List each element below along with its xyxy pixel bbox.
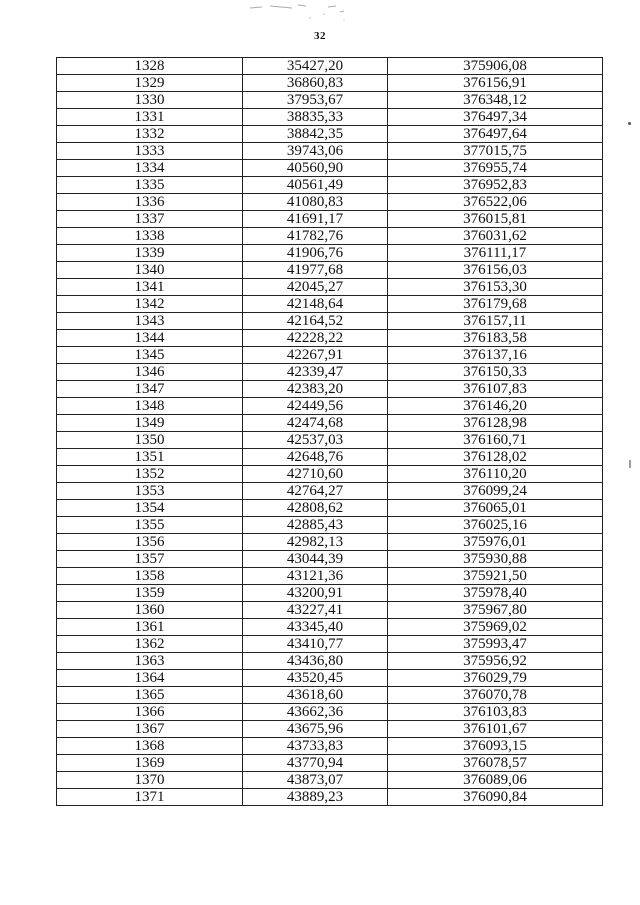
table-row <box>57 653 603 670</box>
x-coordinate-cell: 41906,76 <box>243 245 388 262</box>
table-row <box>57 347 603 364</box>
table-row <box>57 551 603 568</box>
x-coordinate-cell: 42045,27 <box>243 279 388 296</box>
point-number-cell: 1352 <box>57 466 243 483</box>
point-number-cell: 1342 <box>57 296 243 313</box>
y-coordinate-cell: 376101,67 <box>388 721 603 738</box>
table-row <box>57 245 603 262</box>
point-number-cell: 1341 <box>57 279 243 296</box>
y-coordinate-cell: 375969,02 <box>388 619 603 636</box>
y-coordinate-cell: 376156,91 <box>388 75 603 92</box>
table-row <box>57 211 603 228</box>
y-coordinate-cell: 376103,83 <box>388 704 603 721</box>
y-coordinate-cell: 376157,11 <box>388 313 603 330</box>
margin-speck <box>628 122 631 125</box>
point-number-cell: 1343 <box>57 313 243 330</box>
table-row <box>57 109 603 126</box>
x-coordinate-cell: 43345,40 <box>243 619 388 636</box>
x-coordinate-cell: 43044,39 <box>243 551 388 568</box>
x-coordinate-cell: 41977,68 <box>243 262 388 279</box>
table-row <box>57 279 603 296</box>
point-number-cell: 1353 <box>57 483 243 500</box>
point-number-cell: 1360 <box>57 602 243 619</box>
table-row <box>57 75 603 92</box>
x-coordinate-cell: 43227,41 <box>243 602 388 619</box>
point-number-cell: 1335 <box>57 177 243 194</box>
x-coordinate-cell: 42148,64 <box>243 296 388 313</box>
point-number-cell: 1369 <box>57 755 243 772</box>
point-number-cell: 1340 <box>57 262 243 279</box>
point-number-cell: 1356 <box>57 534 243 551</box>
y-coordinate-cell: 375930,88 <box>388 551 603 568</box>
point-number-cell: 1365 <box>57 687 243 704</box>
x-coordinate-cell: 42648,76 <box>243 449 388 466</box>
table-row <box>57 194 603 211</box>
table-row <box>57 313 603 330</box>
table-row <box>57 381 603 398</box>
coordinates-table <box>56 57 603 806</box>
x-coordinate-cell: 38842,35 <box>243 126 388 143</box>
point-number-cell: 1348 <box>57 398 243 415</box>
y-coordinate-cell: 376099,24 <box>388 483 603 500</box>
x-coordinate-cell: 41782,76 <box>243 228 388 245</box>
point-number-cell: 1333 <box>57 143 243 160</box>
y-coordinate-cell: 376110,20 <box>388 466 603 483</box>
x-coordinate-cell: 42383,20 <box>243 381 388 398</box>
x-coordinate-cell: 42537,03 <box>243 432 388 449</box>
y-coordinate-cell: 376348,12 <box>388 92 603 109</box>
y-coordinate-cell: 376107,83 <box>388 381 603 398</box>
point-number-cell: 1331 <box>57 109 243 126</box>
x-coordinate-cell: 43662,36 <box>243 704 388 721</box>
point-number-cell: 1364 <box>57 670 243 687</box>
x-coordinate-cell: 43873,07 <box>243 772 388 789</box>
x-coordinate-cell: 42474,68 <box>243 415 388 432</box>
point-number-cell: 1349 <box>57 415 243 432</box>
y-coordinate-cell: 377015,75 <box>388 143 603 160</box>
point-number-cell: 1361 <box>57 619 243 636</box>
table-row <box>57 517 603 534</box>
x-coordinate-cell: 42339,47 <box>243 364 388 381</box>
y-coordinate-cell: 376025,16 <box>388 517 603 534</box>
x-coordinate-cell: 43618,60 <box>243 687 388 704</box>
y-coordinate-cell: 375976,01 <box>388 534 603 551</box>
point-number-cell: 1344 <box>57 330 243 347</box>
table-row <box>57 415 603 432</box>
y-coordinate-cell: 376065,01 <box>388 500 603 517</box>
y-coordinate-cell: 376150,33 <box>388 364 603 381</box>
y-coordinate-cell: 375967,80 <box>388 602 603 619</box>
point-number-cell: 1332 <box>57 126 243 143</box>
y-coordinate-cell: 376029,79 <box>388 670 603 687</box>
table-row <box>57 483 603 500</box>
x-coordinate-cell: 42267,91 <box>243 347 388 364</box>
x-coordinate-cell: 43200,91 <box>243 585 388 602</box>
table-row <box>57 772 603 789</box>
point-number-cell: 1371 <box>57 789 243 806</box>
point-number-cell: 1358 <box>57 568 243 585</box>
y-coordinate-cell: 376070,78 <box>388 687 603 704</box>
y-coordinate-cell: 376128,98 <box>388 415 603 432</box>
x-coordinate-cell: 42808,62 <box>243 500 388 517</box>
point-number-cell: 1337 <box>57 211 243 228</box>
y-coordinate-cell: 376952,83 <box>388 177 603 194</box>
x-coordinate-cell: 38835,33 <box>243 109 388 126</box>
point-number-cell: 1336 <box>57 194 243 211</box>
table-row <box>57 364 603 381</box>
coordinates-table-body <box>57 58 603 806</box>
x-coordinate-cell: 43121,36 <box>243 568 388 585</box>
point-number-cell: 1347 <box>57 381 243 398</box>
x-coordinate-cell: 43436,80 <box>243 653 388 670</box>
x-coordinate-cell: 42164,52 <box>243 313 388 330</box>
table-row <box>57 500 603 517</box>
table-row <box>57 432 603 449</box>
y-coordinate-cell: 376089,06 <box>388 772 603 789</box>
y-coordinate-cell: 376153,30 <box>388 279 603 296</box>
table-row <box>57 602 603 619</box>
x-coordinate-cell: 39743,06 <box>243 143 388 160</box>
x-coordinate-cell: 42228,22 <box>243 330 388 347</box>
x-coordinate-cell: 43889,23 <box>243 789 388 806</box>
y-coordinate-cell: 375978,40 <box>388 585 603 602</box>
y-coordinate-cell: 376031,62 <box>388 228 603 245</box>
table-row <box>57 738 603 755</box>
point-number-cell: 1368 <box>57 738 243 755</box>
table-row <box>57 92 603 109</box>
table-row <box>57 585 603 602</box>
table-row <box>57 296 603 313</box>
point-number-cell: 1363 <box>57 653 243 670</box>
y-coordinate-cell: 376179,68 <box>388 296 603 313</box>
scan-artifact-marks <box>240 2 370 24</box>
y-coordinate-cell: 375956,92 <box>388 653 603 670</box>
point-number-cell: 1346 <box>57 364 243 381</box>
x-coordinate-cell: 42449,56 <box>243 398 388 415</box>
table-row <box>57 466 603 483</box>
x-coordinate-cell: 42885,43 <box>243 517 388 534</box>
x-coordinate-cell: 43770,94 <box>243 755 388 772</box>
table-row <box>57 704 603 721</box>
table-row <box>57 534 603 551</box>
point-number-cell: 1328 <box>57 58 243 75</box>
x-coordinate-cell: 35427,20 <box>243 58 388 75</box>
x-coordinate-cell: 43675,96 <box>243 721 388 738</box>
y-coordinate-cell: 376160,71 <box>388 432 603 449</box>
y-coordinate-cell: 376137,16 <box>388 347 603 364</box>
table-row <box>57 721 603 738</box>
table-row <box>57 636 603 653</box>
point-number-cell: 1362 <box>57 636 243 653</box>
point-number-cell: 1357 <box>57 551 243 568</box>
y-coordinate-cell: 376090,84 <box>388 789 603 806</box>
y-coordinate-cell: 376156,03 <box>388 262 603 279</box>
x-coordinate-cell: 42710,60 <box>243 466 388 483</box>
x-coordinate-cell: 40561,49 <box>243 177 388 194</box>
x-coordinate-cell: 37953,67 <box>243 92 388 109</box>
table-row <box>57 619 603 636</box>
table-row <box>57 262 603 279</box>
table-row <box>57 126 603 143</box>
point-number-cell: 1339 <box>57 245 243 262</box>
x-coordinate-cell: 42764,27 <box>243 483 388 500</box>
point-number-cell: 1345 <box>57 347 243 364</box>
point-number-cell: 1334 <box>57 160 243 177</box>
x-coordinate-cell: 41080,83 <box>243 194 388 211</box>
point-number-cell: 1350 <box>57 432 243 449</box>
point-number-cell: 1355 <box>57 517 243 534</box>
table-row <box>57 755 603 772</box>
point-number-cell: 1329 <box>57 75 243 92</box>
x-coordinate-cell: 43410,77 <box>243 636 388 653</box>
y-coordinate-cell: 376146,20 <box>388 398 603 415</box>
table-row <box>57 330 603 347</box>
x-coordinate-cell: 43733,83 <box>243 738 388 755</box>
y-coordinate-cell: 376183,58 <box>388 330 603 347</box>
y-coordinate-cell: 376015,81 <box>388 211 603 228</box>
y-coordinate-cell: 376111,17 <box>388 245 603 262</box>
x-coordinate-cell: 36860,83 <box>243 75 388 92</box>
point-number-cell: 1370 <box>57 772 243 789</box>
y-coordinate-cell: 376078,57 <box>388 755 603 772</box>
table-row <box>57 398 603 415</box>
point-number-cell: 1359 <box>57 585 243 602</box>
point-number-cell: 1330 <box>57 92 243 109</box>
y-coordinate-cell: 376522,06 <box>388 194 603 211</box>
y-coordinate-cell: 375921,50 <box>388 568 603 585</box>
point-number-cell: 1338 <box>57 228 243 245</box>
y-coordinate-cell: 376955,74 <box>388 160 603 177</box>
x-coordinate-cell: 40560,90 <box>243 160 388 177</box>
y-coordinate-cell: 376128,02 <box>388 449 603 466</box>
margin-speck <box>629 460 631 468</box>
x-coordinate-cell: 43520,45 <box>243 670 388 687</box>
table-row <box>57 670 603 687</box>
y-coordinate-cell: 376497,64 <box>388 126 603 143</box>
table-row <box>57 449 603 466</box>
table-row <box>57 160 603 177</box>
table-row <box>57 228 603 245</box>
table-row <box>57 568 603 585</box>
point-number-cell: 1351 <box>57 449 243 466</box>
table-row <box>57 177 603 194</box>
point-number-cell: 1354 <box>57 500 243 517</box>
page-number: 32 <box>314 30 326 42</box>
table-row <box>57 58 603 75</box>
point-number-cell: 1367 <box>57 721 243 738</box>
y-coordinate-cell: 376497,34 <box>388 109 603 126</box>
point-number-cell: 1366 <box>57 704 243 721</box>
table-row <box>57 687 603 704</box>
table-row <box>57 789 603 806</box>
y-coordinate-cell: 375993,47 <box>388 636 603 653</box>
table-row <box>57 143 603 160</box>
x-coordinate-cell: 42982,13 <box>243 534 388 551</box>
y-coordinate-cell: 375906,08 <box>388 58 603 75</box>
x-coordinate-cell: 41691,17 <box>243 211 388 228</box>
y-coordinate-cell: 376093,15 <box>388 738 603 755</box>
